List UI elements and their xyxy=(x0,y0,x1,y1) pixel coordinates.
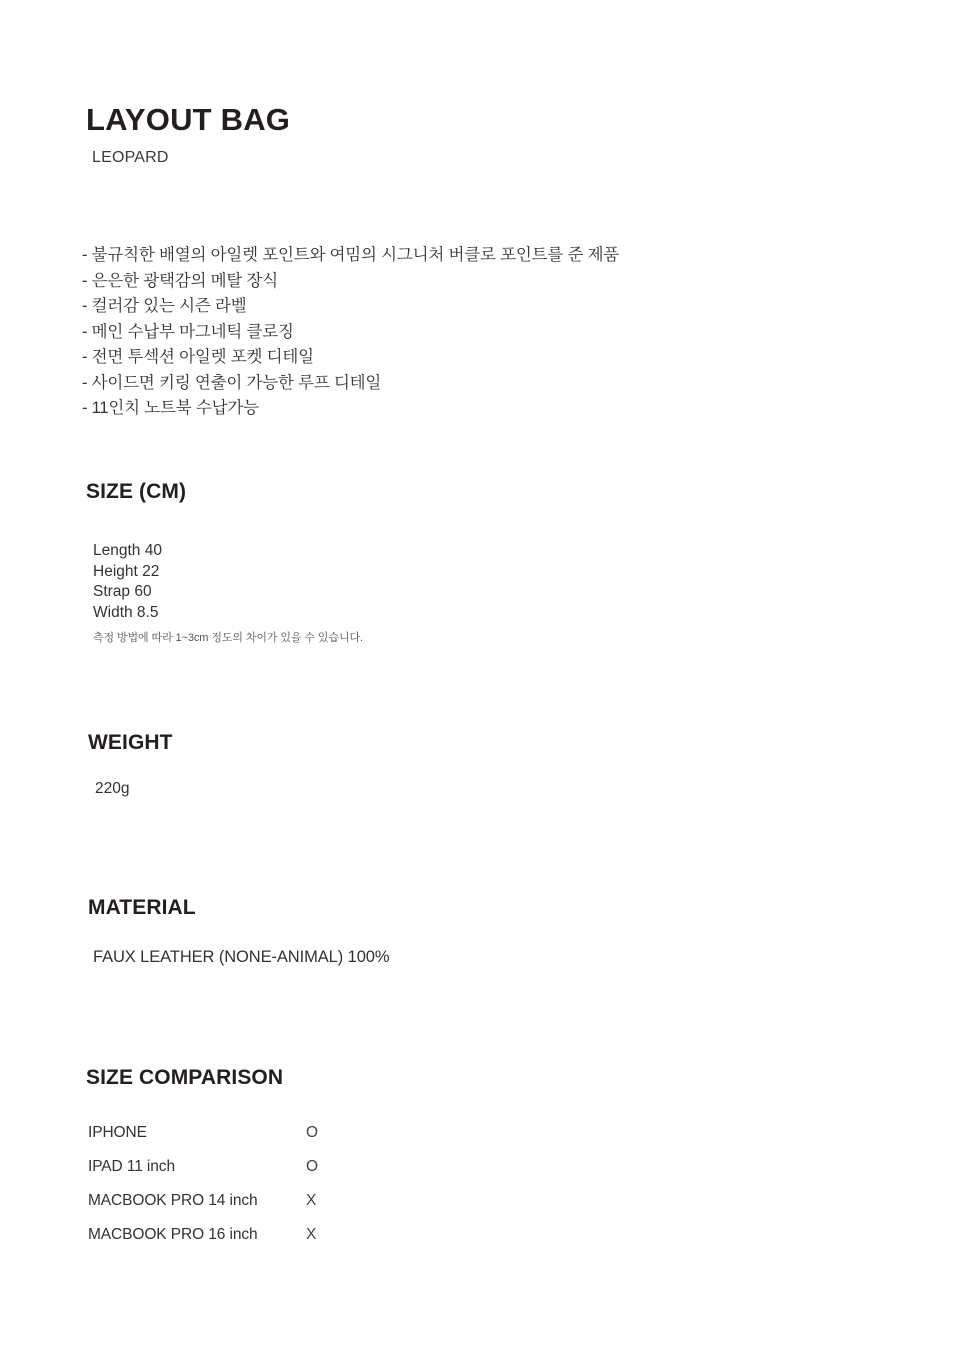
list-item: - 불규칙한 배열의 아일렛 포인트와 여밈의 시그니처 버클로 포인트를 준 제품 xyxy=(82,246,620,264)
size-measurement-note: 측정 방법에 따라 1~3cm 정도의 차이가 있을 수 있습니다. xyxy=(93,632,363,644)
comparison-fit-mark: X xyxy=(306,1192,317,1209)
size-row: Width 8.5 xyxy=(93,603,159,621)
table-row xyxy=(88,1124,346,1158)
comparison-device: IPAD 11 inch xyxy=(88,1158,175,1175)
list-item: - 은은한 광택감의 메탈 장식 xyxy=(82,271,278,290)
comparison-device: MACBOOK PRO 16 inch xyxy=(88,1226,258,1243)
table-row xyxy=(88,1226,346,1260)
product-colorway: LEOPARD xyxy=(92,149,169,167)
size-comparison-table xyxy=(88,1124,346,1260)
comparison-fit-mark: O xyxy=(306,1158,318,1175)
weight-section-heading: WEIGHT xyxy=(88,731,173,754)
list-item: - 11인치 노트북 수납가능 xyxy=(82,399,259,417)
title-block xyxy=(86,103,290,167)
material-value: FAUX LEATHER (NONE-ANIMAL) 100% xyxy=(93,948,390,966)
comparison-fit-mark: O xyxy=(306,1124,318,1141)
weight-value: 220g xyxy=(95,780,130,797)
table-row xyxy=(88,1158,346,1192)
page-title: LAYOUT BAG xyxy=(86,102,291,137)
table-row xyxy=(88,1192,346,1226)
comparison-device: MACBOOK PRO 14 inch xyxy=(88,1192,258,1209)
list-item: - 사이드면 키링 연출이 가능한 루프 디테일 xyxy=(82,373,382,392)
size-row: Strap 60 xyxy=(93,583,152,600)
comparison-device: IPHONE xyxy=(88,1124,147,1141)
material-section-heading: MATERIAL xyxy=(88,896,196,919)
size-row: Height 22 xyxy=(93,562,160,580)
size-row: Length 40 xyxy=(93,542,162,559)
comparison-fit-mark: X xyxy=(306,1226,317,1243)
size-comparison-heading: SIZE COMPARISON xyxy=(86,1066,284,1089)
size-measurements xyxy=(93,541,363,645)
feature-list xyxy=(82,243,842,422)
list-item: - 컬러감 있는 시즌 라벨 xyxy=(82,297,247,315)
size-section-heading: SIZE (CM) xyxy=(86,480,187,503)
list-item: - 메인 수납부 마그네틱 클로징 xyxy=(82,322,294,341)
list-item: - 전면 투섹션 아일렛 포켓 디테일 xyxy=(82,348,314,366)
